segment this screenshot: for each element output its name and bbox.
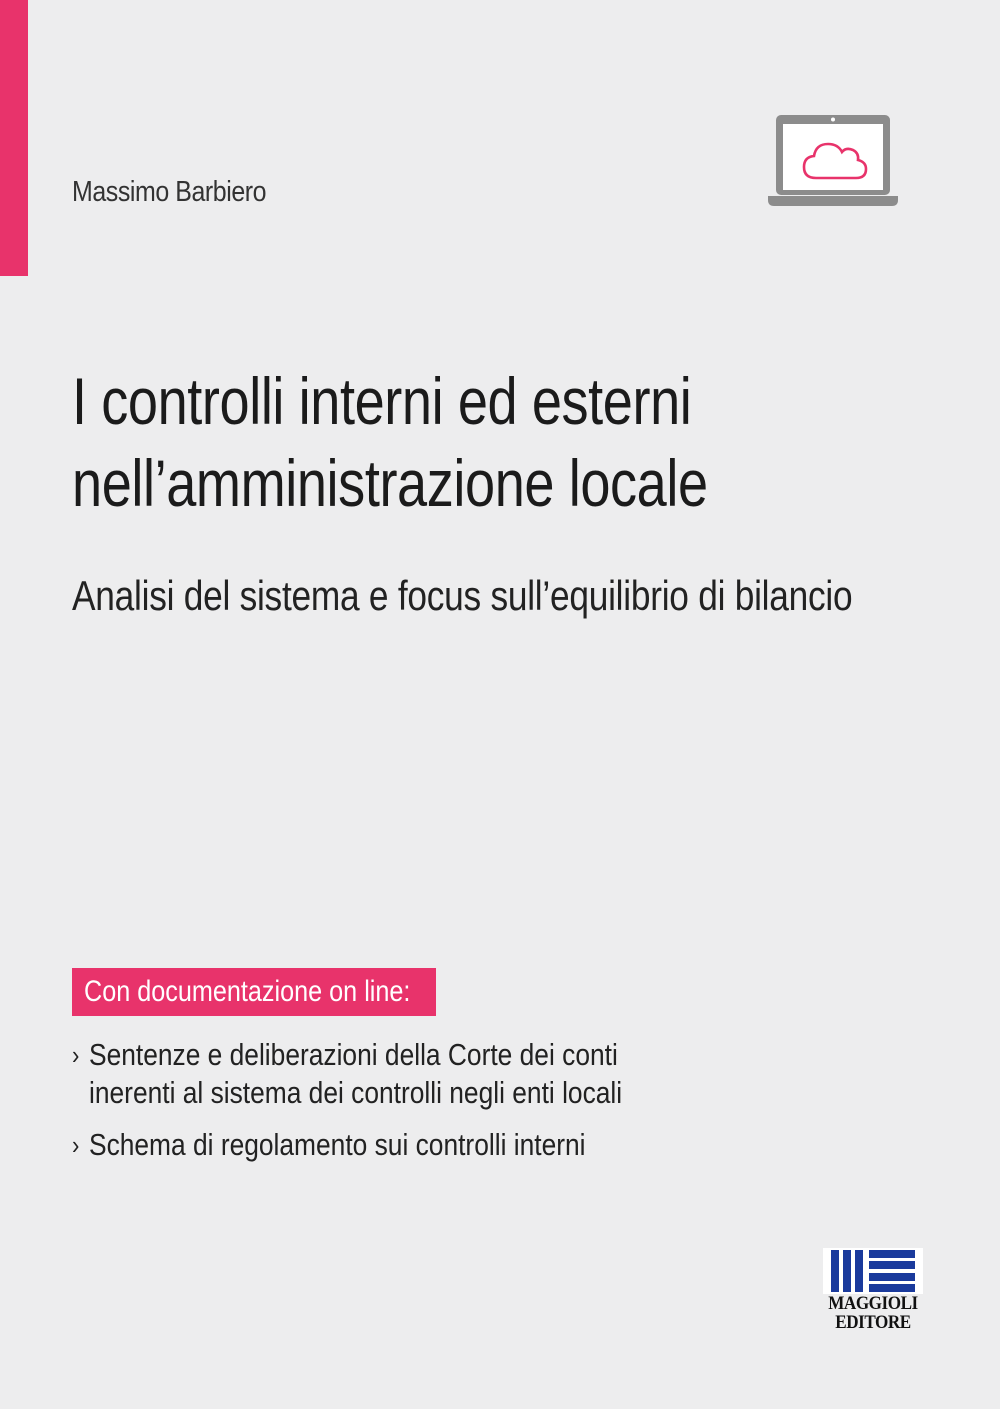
publisher-name-line: EDITORE	[835, 1312, 911, 1333]
list-item	[72, 1126, 622, 1164]
publisher-name-line: MAGGIOLI	[828, 1293, 918, 1314]
list-item-line: Sentenze e deliberazioni della Corte dei conti	[89, 1037, 618, 1072]
book-subtitle: Analisi del sistema e focus sull’equilibrio di bilancio	[72, 572, 853, 619]
online-docs-badge-label: Con documentazione on line:	[84, 975, 411, 1008]
title-line-2: nell’amministrazione locale	[72, 446, 708, 520]
list-item-line: inerenti al sistema dei controlli negli enti locali	[89, 1075, 623, 1110]
title-line-1: I controlli interni ed esterni	[72, 364, 692, 438]
online-docs-list	[72, 1036, 622, 1178]
list-item	[72, 1036, 622, 1112]
publisher-logo	[818, 1248, 928, 1338]
list-item-line: Schema di regolamento sui controlli interni	[89, 1127, 586, 1162]
publisher-name	[818, 1294, 928, 1332]
chevron-right-icon: ›	[72, 1130, 80, 1160]
chevron-right-icon: ›	[72, 1040, 80, 1070]
online-docs-badge	[72, 968, 436, 1016]
accent-bar	[0, 0, 28, 276]
author-name: Massimo Barbiero	[72, 176, 267, 208]
book-title	[72, 360, 708, 524]
maggioli-logo-icon	[823, 1248, 923, 1294]
laptop-cloud-icon	[766, 112, 900, 212]
